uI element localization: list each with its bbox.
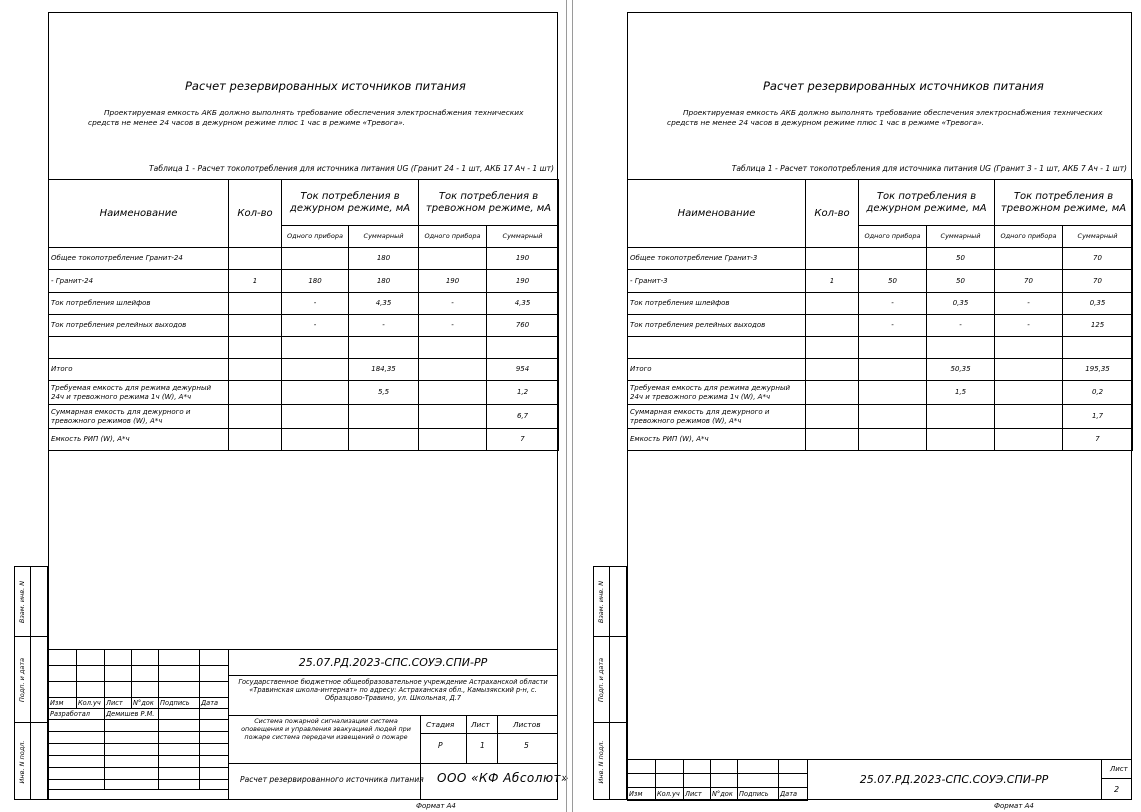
row-standby-one <box>859 405 927 429</box>
header-standby: Ток потребления в дежурном режиме, мА <box>859 180 995 226</box>
col-izm: Изм <box>628 788 656 801</box>
col-koluch: Кол.уч <box>656 788 684 801</box>
row-alarm-one <box>419 248 487 270</box>
sheets-label: Листов <box>513 720 541 729</box>
table-row <box>49 381 559 405</box>
row-qty <box>229 405 282 429</box>
row-name: Требуемая емкость для режима дежурный 24ч и тревожного режима 1ч (W), А*ч <box>49 381 229 405</box>
table-row <box>628 270 1133 293</box>
row-standby-sum <box>349 429 419 451</box>
row-qty <box>806 381 859 405</box>
row-standby-sum: 50,35 <box>927 359 995 381</box>
col-list: Лист <box>684 788 711 801</box>
revision-table <box>48 649 229 790</box>
row-alarm-sum: 1,7 <box>1063 405 1133 429</box>
table-row <box>628 248 1133 270</box>
table-caption: Таблица 1 - Расчет токопотребления для источника питания UG (Гранит 24 - 1 шт, АКБ 17 Ач - 1 шт) <box>149 164 554 173</box>
table-row <box>628 359 1133 381</box>
row-alarm-sum: 0,2 <box>1063 381 1133 405</box>
row-alarm-one <box>995 405 1063 429</box>
row-name: Ток потребления релейных выходов <box>628 315 806 337</box>
row-alarm-sum: 4,35 <box>487 293 559 315</box>
stage-value: Р <box>438 741 443 750</box>
header-name: Наименование <box>628 180 806 248</box>
row-name: Итого <box>49 359 229 381</box>
document-title: Расчет резервированного источника питания <box>240 775 424 784</box>
table-row <box>628 429 1133 451</box>
row-alarm-one: - <box>995 293 1063 315</box>
row-qty <box>229 248 282 270</box>
header-qty: Кол-во <box>806 180 859 248</box>
header-alarm-sum: Суммарный <box>487 226 559 248</box>
row-name: Ток потребления релейных выходов <box>49 315 229 337</box>
row-standby-one <box>282 405 349 429</box>
row-qty <box>806 248 859 270</box>
header-standby: Ток потребления в дежурном режиме, мА <box>282 180 419 226</box>
header-alarm-one: Одного прибора <box>995 226 1063 248</box>
row-alarm-sum: 70 <box>1063 270 1133 293</box>
row-qty <box>229 293 282 315</box>
col-izm: Изм <box>49 698 77 709</box>
row-standby-one <box>282 429 349 451</box>
format-label: Формат А4 <box>416 802 456 810</box>
row-name: Емкость РИП (W), А*ч <box>628 429 806 451</box>
row-standby-one <box>859 359 927 381</box>
row-alarm-one: - <box>995 315 1063 337</box>
header-alarm-one: Одного прибора <box>419 226 487 248</box>
row-standby-one: - <box>282 315 349 337</box>
row-standby-one <box>859 248 927 270</box>
row-name: - Гранит-3 <box>628 270 806 293</box>
col-list: Лист <box>105 698 132 709</box>
header-alarm: Ток потребления в тревожном режиме, мА <box>419 180 559 226</box>
row-alarm-sum: 954 <box>487 359 559 381</box>
row-name: Емкость РИП (W), А*ч <box>49 429 229 451</box>
row-alarm-one <box>419 359 487 381</box>
row-name: Ток потребления шлейфов <box>628 293 806 315</box>
system-name: Система пожарной сигнализации система оповещения и управления эвакуацией людей при пожаре система передачи извещений о пожаре <box>241 717 411 741</box>
row-standby-sum: 1,5 <box>927 381 995 405</box>
table-row <box>49 248 559 270</box>
header-standby-one: Одного прибора <box>282 226 349 248</box>
table-row <box>628 381 1133 405</box>
header-standby-one: Одного прибора <box>859 226 927 248</box>
row-standby-sum: - <box>927 315 995 337</box>
row-qty <box>229 359 282 381</box>
row-standby-one: - <box>282 293 349 315</box>
row-qty <box>806 405 859 429</box>
side-label-inv: Инв. N подл. <box>597 740 605 784</box>
row-alarm-one: 190 <box>419 270 487 293</box>
power-table <box>48 179 559 451</box>
col-ndoc: N°док <box>711 788 738 801</box>
side-label-inv: Инв. N подл. <box>18 740 26 784</box>
table-row <box>49 270 559 293</box>
row-standby-sum <box>927 405 995 429</box>
table-row <box>628 315 1133 337</box>
row-alarm-one: - <box>419 293 487 315</box>
row-standby-sum <box>927 429 995 451</box>
row-name: Общее токопотребление Гранит-24 <box>49 248 229 270</box>
row-alarm-sum: 7 <box>487 429 559 451</box>
revision-table <box>627 759 808 801</box>
row-alarm-sum: 7 <box>1063 429 1133 451</box>
row-qty <box>806 293 859 315</box>
row-qty <box>229 429 282 451</box>
row-qty <box>806 429 859 451</box>
row-alarm-sum: 70 <box>1063 248 1133 270</box>
table-row-empty <box>628 337 1133 359</box>
row-alarm-one <box>419 429 487 451</box>
row-name: Итого <box>628 359 806 381</box>
row-alarm-one <box>995 359 1063 381</box>
row-standby-sum: 180 <box>349 248 419 270</box>
row-standby-one <box>282 248 349 270</box>
row-alarm-sum: 6,7 <box>487 405 559 429</box>
row-alarm-sum: 195,35 <box>1063 359 1133 381</box>
sheet-1 <box>0 0 569 812</box>
header-qty: Кол-во <box>229 180 282 248</box>
sheet-2 <box>573 0 1141 812</box>
table-row <box>628 405 1133 429</box>
row-name: Ток потребления шлейфов <box>49 293 229 315</box>
row-qty <box>229 315 282 337</box>
row-alarm-one <box>419 405 487 429</box>
row-standby-sum: 5,5 <box>349 381 419 405</box>
row-alarm-sum: 190 <box>487 270 559 293</box>
sheet-value: 2 <box>1114 785 1120 794</box>
format-label: Формат А4 <box>994 802 1034 810</box>
table-row <box>49 315 559 337</box>
row-alarm-sum: 125 <box>1063 315 1133 337</box>
intro-text: Проектируемая емкость АКБ должно выполнять требование обеспечения электроснабжения технических средств не менее 24 часов в дежурном режиме плюс 1 час в режиме «Тревога». <box>88 108 524 127</box>
header-standby-sum: Суммарный <box>927 226 995 248</box>
row-standby-sum: 50 <box>927 270 995 293</box>
row-name: Суммарная емкость для дежурного и тревожного режимов (W), А*ч <box>49 405 229 429</box>
row-standby-sum: - <box>349 315 419 337</box>
page-title: Расчет резервированных источников питания <box>763 79 1044 93</box>
side-label-sign-date: Подп. и дата <box>18 657 26 702</box>
doc-code: 25.07.РД.2023-СПС.СОУЭ.СПИ-РР <box>298 656 488 669</box>
row-qty: 1 <box>229 270 282 293</box>
row-name: Общее токопотребление Гранит-3 <box>628 248 806 270</box>
row-standby-one <box>859 429 927 451</box>
developer-name: Демишев Р.М. <box>105 709 159 720</box>
header-standby-sum: Суммарный <box>349 226 419 248</box>
row-standby-one: - <box>859 293 927 315</box>
col-sign: Подпись <box>159 698 200 709</box>
row-standby-sum: 50 <box>927 248 995 270</box>
header-alarm-sum: Суммарный <box>1063 226 1133 248</box>
row-alarm-sum: 1,2 <box>487 381 559 405</box>
company-name: ООО «КФ Абсолют» <box>437 771 569 785</box>
table-row <box>628 293 1133 315</box>
row-name: - Гранит-24 <box>49 270 229 293</box>
table-row <box>49 359 559 381</box>
side-label-replace: Взам. инв. N <box>18 580 26 623</box>
row-standby-one <box>282 381 349 405</box>
stage-label: Стадия <box>426 720 455 729</box>
side-label-sign-date: Подп. и дата <box>597 657 605 702</box>
row-standby-sum <box>349 405 419 429</box>
row-alarm-sum: 190 <box>487 248 559 270</box>
row-alarm-one <box>419 381 487 405</box>
power-table <box>627 179 1133 451</box>
row-name: Суммарная емкость для дежурного и тревожного режимов (W), А*ч <box>628 405 806 429</box>
row-alarm-one: - <box>419 315 487 337</box>
doc-code: 25.07.РД.2023-СПС.СОУЭ.СПИ-РР <box>859 773 1049 786</box>
row-standby-sum: 4,35 <box>349 293 419 315</box>
row-name: Требуемая емкость для режима дежурный 24ч и тревожного режима 1ч (W), А*ч <box>628 381 806 405</box>
sheets-value: 5 <box>524 741 529 750</box>
row-standby-one: 180 <box>282 270 349 293</box>
header-name: Наименование <box>49 180 229 248</box>
row-standby-one <box>282 359 349 381</box>
row-standby-sum: 184,35 <box>349 359 419 381</box>
table-row <box>49 405 559 429</box>
row-alarm-sum: 760 <box>487 315 559 337</box>
page-divider <box>566 0 573 812</box>
table-row <box>49 293 559 315</box>
row-qty <box>806 315 859 337</box>
row-standby-one: - <box>859 315 927 337</box>
intro-text: Проектируемая емкость АКБ должно выполнять требование обеспечения электроснабжения технических средств не менее 24 часов в дежурном режиме плюс 1 час в режиме «Тревога». <box>667 108 1103 127</box>
col-date: Дата <box>779 788 808 801</box>
sheet-label: Лист <box>1110 765 1128 773</box>
col-ndoc: N°док <box>132 698 159 709</box>
row-qty <box>806 359 859 381</box>
row-alarm-one: 70 <box>995 270 1063 293</box>
row-qty: 1 <box>806 270 859 293</box>
header-alarm: Ток потребления в тревожном режиме, мА <box>995 180 1133 226</box>
row-alarm-one <box>995 429 1063 451</box>
organization: Государственное бюджетное общеобразовательное учреждение Астраханской области «Травинская школа-интернат» по адресу: Астраханская обл., Камызякский р-н, с. Образцово-Травино, ул. Школьная, Д.7 <box>238 678 548 702</box>
page-title: Расчет резервированных источников питания <box>185 79 466 93</box>
row-standby-one <box>859 381 927 405</box>
col-sign: Подпись <box>738 788 779 801</box>
table-row <box>49 429 559 451</box>
row-standby-sum: 0,35 <box>927 293 995 315</box>
developer-role: Разработал <box>49 709 105 720</box>
table-caption: Таблица 1 - Расчет токопотребления для источника питания UG (Гранит 3 - 1 шт, АКБ 7 Ач - 1 шт) <box>731 164 1127 173</box>
row-alarm-one <box>995 248 1063 270</box>
row-alarm-sum: 0,35 <box>1063 293 1133 315</box>
col-date: Дата <box>200 698 229 709</box>
sheet-label: Лист <box>471 720 490 729</box>
row-qty <box>229 381 282 405</box>
side-strip <box>593 566 627 800</box>
col-koluch: Кол.уч <box>77 698 105 709</box>
side-label-replace: Взам. инв. N <box>597 580 605 623</box>
side-strip <box>14 566 48 800</box>
sheet-value: 1 <box>480 741 485 750</box>
row-alarm-one <box>995 381 1063 405</box>
row-standby-sum: 180 <box>349 270 419 293</box>
row-standby-one: 50 <box>859 270 927 293</box>
table-row-empty <box>49 337 559 359</box>
